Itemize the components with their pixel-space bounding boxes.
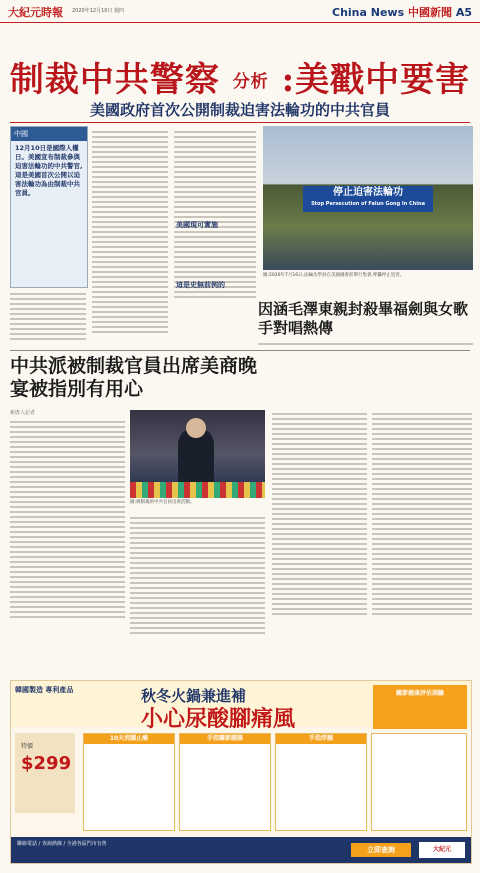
official-caption: 圖:被制裁的中共官員出席活動。 [130, 500, 195, 505]
main-headline [0, 52, 480, 101]
ad-box-1 [83, 733, 175, 831]
ad-box-4 [371, 733, 467, 831]
article2-lead [258, 340, 473, 346]
protest-banner [303, 186, 433, 212]
article2-column-1 [272, 410, 367, 673]
banner-line1: 停止迫害法輪功 [333, 187, 403, 198]
ad-contact: 聯絡電話 / 查詢熱線 / 全港各區門市有售 [17, 841, 107, 847]
subtitle-1: 美國現可實施 [176, 221, 218, 229]
ad-price: $299 [21, 753, 72, 774]
ad-inquiry-button[interactable]: 立即查詢 [351, 843, 411, 857]
rally-photo [263, 126, 473, 270]
ad-title: 秋冬火鍋兼進補 [141, 687, 247, 705]
section-name [332, 4, 472, 20]
newspaper-logo: 大紀元時報 [8, 6, 63, 19]
ad-box-3 [275, 733, 367, 831]
article3-column-1 [10, 418, 125, 673]
headline-right: :美戳中要害 [281, 60, 471, 100]
divider-2 [10, 350, 470, 351]
ad-box-1-title: 10天消腫止痛 [84, 734, 174, 744]
headline-left: 制裁中共警察 [9, 60, 220, 100]
subtitle-2: 這是史無前例的 [176, 281, 225, 289]
summary-box [10, 126, 88, 288]
article2-headline: 因涵毛澤東親封殺畢福劍與女歌手對唱熱傳 [258, 300, 469, 337]
divider [10, 122, 470, 123]
summary-text: 12月10日是國際人權日。美國宣布制裁參與迫害法輪功的中共警官,這是美國首次公開以迫害法輪功為由制裁中共官員。 [15, 144, 83, 197]
article2-column-2 [372, 410, 472, 673]
masthead [0, 0, 480, 23]
article-column-0 [10, 290, 86, 346]
ad-box-2-title: 手指關節腫脹 [180, 734, 270, 744]
ad-title2: 小心尿酸腳痛風 [141, 707, 296, 732]
summary-tag: 中國 [11, 127, 87, 141]
official-head [186, 418, 206, 438]
article-column-1 [92, 128, 168, 346]
ad-box-3-title: 手指浮腫 [276, 734, 366, 744]
dateline: 2020年12月10日 週四 [72, 8, 125, 14]
ad-price-panel [15, 733, 75, 813]
article3-byline: 新唐人記者 [10, 410, 36, 416]
ad-brand: 韓國製造 專利產品 [15, 686, 74, 694]
section-en: China News [332, 6, 405, 19]
section-cn: 中國新聞 [407, 6, 452, 19]
subheadline: 美國政府首次公開制裁迫害法輪功的中共官員 [89, 101, 390, 119]
official-photo [130, 410, 265, 498]
ad-box-2 [179, 733, 271, 831]
article3-headline: 中共派被制裁官員出席美商晚宴被指別有用心 [10, 355, 258, 400]
advertisement[interactable] [10, 680, 472, 864]
flower-display [130, 482, 265, 498]
rally-caption: 圖:2020年7月16日,法輪功學員在美國國會前舉行集會,呼籲停止迫害。 [263, 273, 405, 278]
banner-line2: Stop Persecution of Falun Gong In China [311, 201, 425, 207]
article3-column-2 [130, 514, 265, 673]
ad-price-label: 特價 [21, 743, 34, 750]
ad-footer [11, 837, 471, 863]
headline-tag: 分析 [232, 71, 269, 92]
ad-header [11, 681, 471, 732]
ad-logo: 大紀元 [419, 842, 465, 858]
article-column-2 [174, 128, 256, 346]
ad-quiz-label: 關節健康評估測驗 [373, 685, 467, 729]
page-number: A5 [455, 6, 472, 19]
